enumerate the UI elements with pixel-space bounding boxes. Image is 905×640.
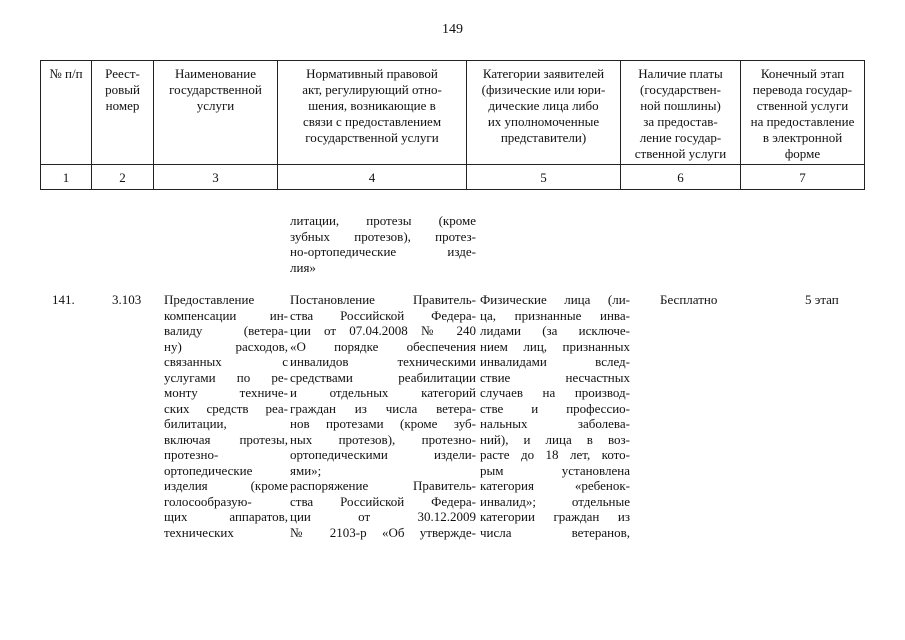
row-number: 141. [52,292,75,307]
text-line: ну) расходов, [164,338,288,354]
text-line: представители) [500,130,587,145]
service-name [164,292,288,540]
text-line: государственной услуги [305,130,439,145]
text-line: связи с предоставлением [302,114,442,129]
text-line: связанных с [164,354,288,369]
header-cell-service-name [154,61,278,165]
column-number: 6 [621,165,741,190]
text-line: ции от 30.12.2009 [290,509,476,524]
text-line: ортопедические [164,462,253,478]
text-line: «О порядке обеспечения [290,338,476,354]
text-line: в электронной [762,130,843,145]
text-line: услугами по ре- [164,369,288,385]
text-line: граждан из числа ветера- [290,400,476,416]
text-line: рым установлена [480,462,630,478]
text-line: и отдельных категорий [290,385,476,400]
text-line: Физические лица (ли- [480,292,630,307]
text-line: но-ортопедические изде- [290,244,476,259]
text-line: Нормативный правовой [306,66,438,81]
registry-number: 3.103 [112,292,142,307]
text-line: голосообразую- [164,493,252,509]
text-line: распоряжение Правитель- [290,478,476,493]
text-line: литации, протезы (кроме [290,213,476,228]
text-line: ровый [105,82,140,97]
text-line: ной пошлины) [640,98,721,113]
header-cell-fee [621,61,741,165]
text-line: государственной [169,82,262,97]
text-line: Конечный этап [760,66,845,81]
text-line: услуги [196,98,235,113]
text-line: акт, регулирующий отно- [302,82,442,97]
text-line: Реест- [105,66,140,81]
header-row [41,61,865,165]
text-line: № 2103-р «Об утвержде- [290,524,476,540]
page-number: 149 [442,22,463,37]
text-line: ции от 07.04.2008 № 240 [290,323,476,338]
text-line: протезно- [164,447,219,462]
text-line: щих аппаратов, [164,509,288,524]
text-line: Категории заявителей [482,66,605,81]
text-line: Постановление Правитель- [290,292,476,307]
header-cell-number [41,61,92,165]
text-line: форме [784,146,821,161]
text-line: лия» [290,259,316,275]
header-cell-final-stage [741,61,865,165]
text-line: (физические или юри- [481,82,606,97]
text-line: инвалидами вслед- [480,354,630,369]
column-number: 2 [92,165,154,190]
text-line: числа ветеранов, [480,524,630,540]
text-line: ства Российской Федера- [290,493,476,509]
text-line: ца, признанные инва- [480,307,630,323]
text-line: валиду (ветера- [164,323,288,338]
text-line: ление государ- [639,130,722,145]
final-stage: 5 этап [805,292,839,307]
text-line: (государствен- [640,82,721,97]
column-number: 4 [278,165,467,190]
text-line: зубных протезов), протез- [290,228,476,244]
header-cell-legal-act [278,61,467,165]
text-line: перевода государ- [752,82,853,97]
column-number: 1 [41,165,92,190]
text-line: ствие несчастных [480,369,630,385]
header-cell-applicant-categories [467,61,621,165]
applicant-categories [480,292,630,540]
services-table-header [40,60,865,190]
text-line: категории граждан из [480,509,630,524]
text-line: лидами (за исключе- [480,323,630,338]
text-line: номер [105,98,140,113]
text-line: ных протезов), протезно- [290,431,476,447]
text-line: ний), и лица в воз- [480,431,630,447]
text-line: на предоставление [750,114,855,129]
fee: Бесплатно [660,292,718,307]
text-line: нием лиц, признанных [480,338,630,354]
column-number: 7 [741,165,865,190]
text-line: дические лица либо [488,98,599,113]
text-line: включая протезы, [164,431,288,447]
continued-legal-act-text [290,213,476,275]
text-line: № п/п [49,66,83,81]
text-line: Наличие платы [638,66,723,81]
text-line: компенсации ин- [164,307,288,323]
text-line: расте до 18 лет, кото- [480,447,630,462]
text-line: их уполномоченные [487,114,600,129]
text-line: ственной услуги [634,146,727,161]
text-line: за предостав- [643,114,718,129]
text-line: случаев на производ- [480,385,630,400]
column-number: 5 [467,165,621,190]
column-number: 3 [154,165,278,190]
text-line: ственной услуги [756,98,849,113]
text-line: нов протезами (кроме зуб- [290,416,476,431]
text-line: средствами реабилитации [290,369,476,385]
text-line: изделия (кроме [164,478,288,493]
text-line: билитации, [164,416,227,431]
text-line: ских средств реа- [164,400,288,416]
text-line: Предоставление [164,292,255,307]
text-line: Наименование [175,66,256,81]
text-line: ортопедическими издели- [290,447,476,462]
text-line: инвалидов техническими [290,354,476,369]
text-line: технических [164,524,234,540]
text-line: инвалид»; отдельные [480,493,630,509]
legal-act [290,292,476,540]
text-line: стве и профессио- [480,400,630,416]
column-number-row [41,165,865,190]
text-line: ства Российской Федера- [290,307,476,323]
text-line: категория «ребенок- [480,478,630,493]
text-line: монту техниче- [164,385,288,400]
text-line: ями»; [290,462,322,478]
header-cell-registry-number [92,61,154,165]
text-line: шения, возникающие в [308,98,436,113]
text-line: нальных заболева- [480,416,630,431]
